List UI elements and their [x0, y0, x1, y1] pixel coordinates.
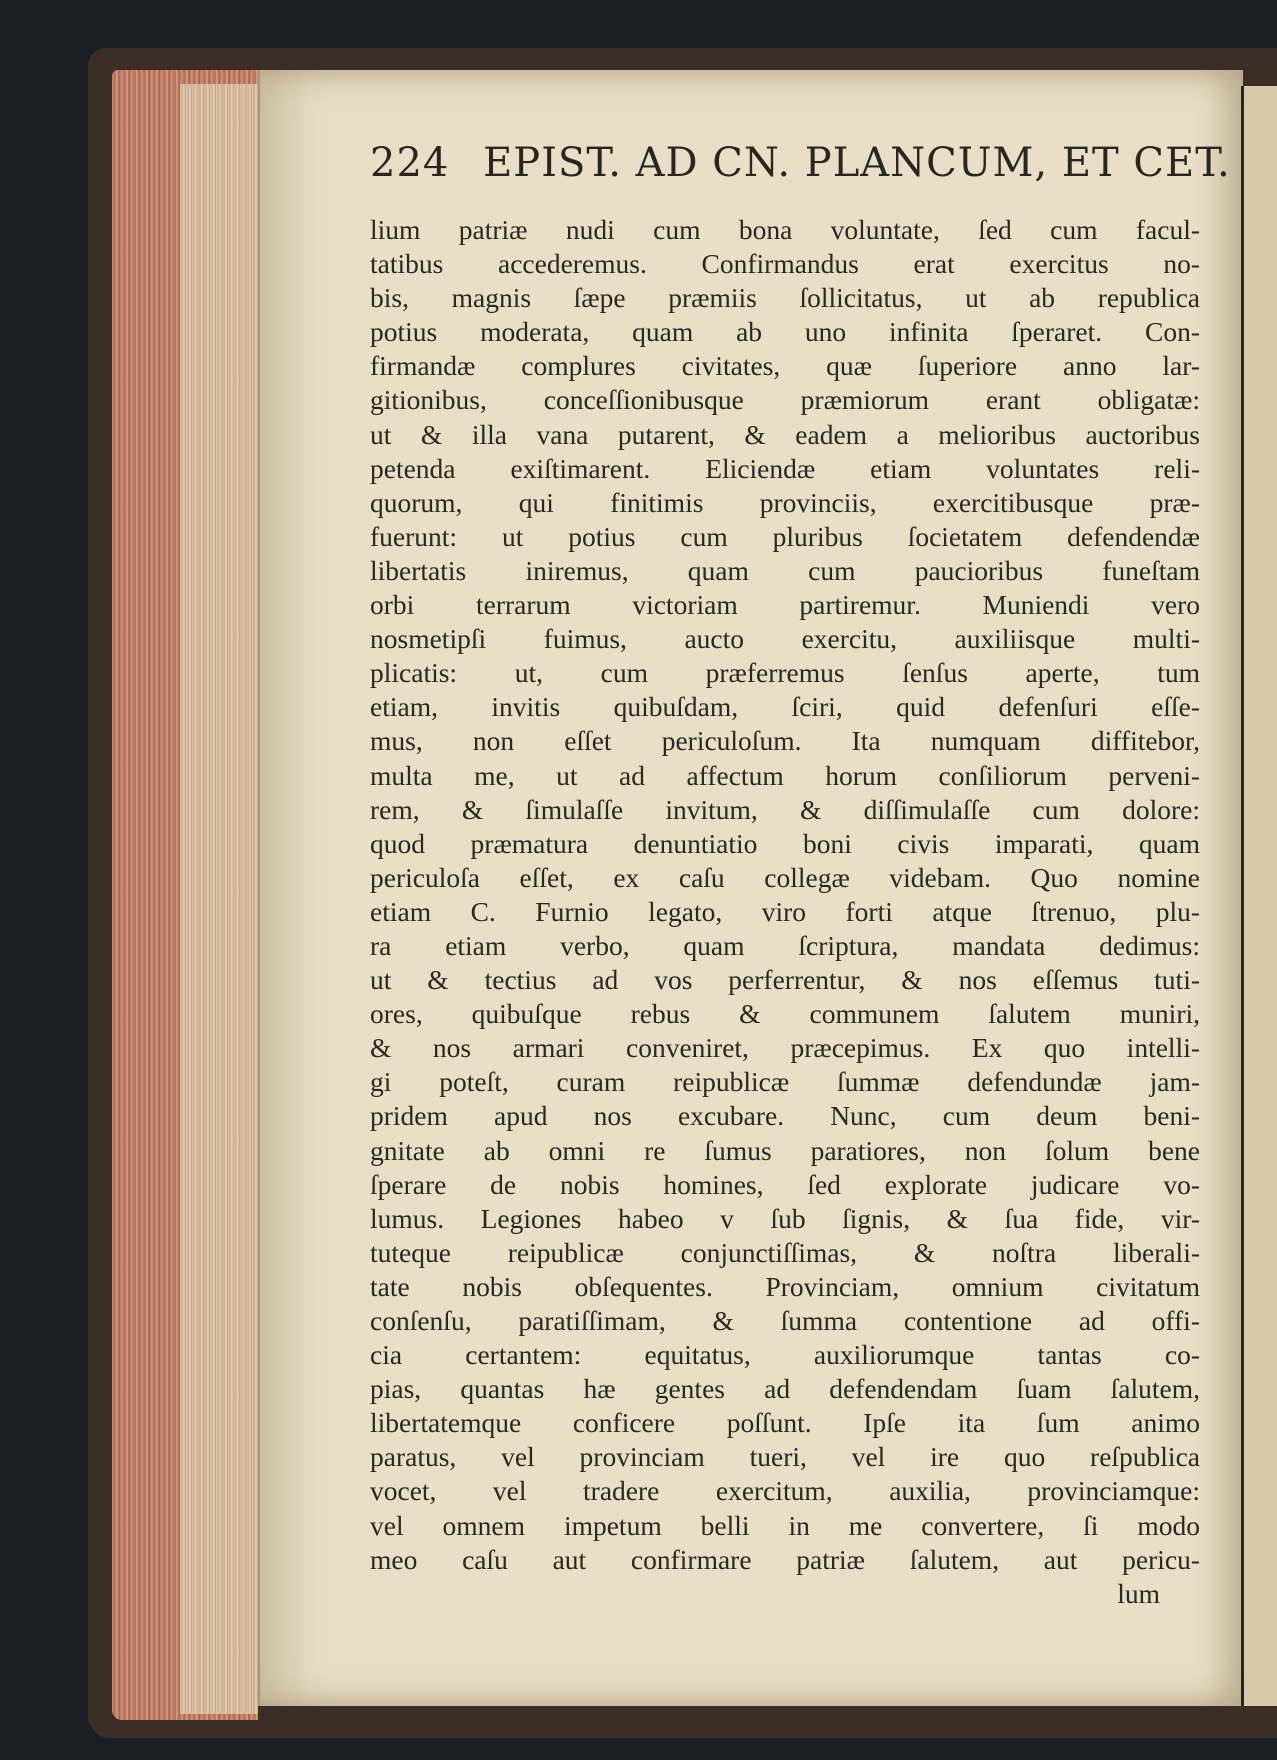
- text-line: quod præmatura denuntiatio boni civis imparati, quam: [370, 827, 1200, 859]
- text-line: petenda exiſtimarent. Eliciendæ etiam voluntates reli-: [370, 452, 1200, 484]
- text-line: paratus, vel provinciam tueri, vel ire quo reſpublica: [370, 1441, 1200, 1473]
- text-line: ut & tectius ad vos perferrentur, & nos eſſemus tuti-: [370, 964, 1200, 996]
- text-line: pridem apud nos excubare. Nunc, cum deum beni-: [370, 1100, 1200, 1132]
- text-line: conſenſu, paratiſſimam, & ſumma contentione ad offi-: [370, 1305, 1200, 1336]
- text-line: lumus. Legiones habeo v ſub ſignis, & ſua fide, vir-: [370, 1202, 1200, 1234]
- text-line: plicatis: ut, cum præferremus ſenſus aperte, tum: [370, 657, 1200, 689]
- text-line: gi poteſt, curam reipublicæ ſummæ defendundæ jam-: [370, 1066, 1200, 1098]
- running-head: [370, 140, 1231, 200]
- text-line: ores, quibuſque rebus & communem ſalutem muniri,: [370, 998, 1200, 1030]
- text-line: cia certantem: equitatus, auxiliorumque tantas co-: [370, 1339, 1200, 1371]
- text-line: quorum, qui finitimis provinciis, exercitibusque præ-: [370, 486, 1200, 518]
- text-line: ra etiam verbo, quam ſcriptura, mandata dedimus:: [370, 929, 1200, 961]
- page-body-text: [370, 213, 1200, 1611]
- text-line: vel omnem impetum belli in me convertere, ſi modo: [370, 1509, 1200, 1541]
- text-line: etiam C. Furnio legato, viro forti atque ſtrenuo, plu-: [370, 895, 1200, 927]
- text-line: ut & illa vana putarent, & eadem a melioribus auctoribus: [370, 418, 1200, 450]
- text-line: tate nobis obſequentes. Provinciam, omnium civitatum: [370, 1270, 1200, 1302]
- page-edges-inner: [180, 84, 258, 1714]
- text-line: ſperare de nobis homines, ſed explorate judicare vo-: [370, 1168, 1200, 1200]
- text-line: vocet, vel tradere exercitum, auxilia, provinciamque:: [370, 1475, 1200, 1507]
- text-line: multa me, ut ad affectum horum conſiliorum perveni-: [370, 759, 1200, 791]
- text-line: firmandæ complures civitates, quæ ſuperiore anno lar-: [370, 350, 1200, 382]
- text-line: libertatemque conficere poſſunt. Ipſe ita ſum animo: [370, 1407, 1200, 1439]
- running-head-title: EPIST. AD CN. PLANCUM, ET CET.: [483, 140, 1231, 186]
- text-line: & nos armari conveniret, præcepimus. Ex quo intelli-: [370, 1032, 1200, 1064]
- facing-page-edge: [1241, 86, 1277, 1706]
- text-line: gnitate ab omni re ſumus paratiores, non ſolum bene: [370, 1134, 1200, 1166]
- text-line: tatibus accederemus. Confirmandus erat exercitus no-: [370, 248, 1200, 280]
- text-line: gitionibus, conceſſionibusque præmiorum erant obligatæ:: [370, 384, 1200, 416]
- text-line: bis, magnis ſæpe præmiis ſollicitatus, ut ab republica: [370, 282, 1200, 314]
- text-line: nosmetipſi fuimus, aucto exercitu, auxiliisque multi-: [370, 623, 1200, 655]
- text-line: tuteque reipublicæ conjunctiſſimas, & noſtra liberali-: [370, 1236, 1200, 1268]
- text-line: rem, & ſimulaſſe invitum, & diſſimulaſſe cum dolore:: [370, 793, 1200, 825]
- text-line: libertatis iniremus, quam cum paucioribus funeſtam: [370, 554, 1200, 586]
- text-line: pias, quantas hæ gentes ad defendendam ſuam ſalutem,: [370, 1373, 1200, 1405]
- text-line: lium patriæ nudi cum bona voluntate, ſed cum facul-: [370, 214, 1200, 245]
- text-line: fuerunt: ut potius cum pluribus ſocietatem defendendæ: [370, 520, 1200, 552]
- text-line: etiam, invitis quibuſdam, ſciri, quid defenſuri eſſe-: [370, 691, 1200, 723]
- text-line: potius moderata, quam ab uno infinita ſperaret. Con-: [370, 316, 1200, 348]
- text-line: orbi terrarum victoriam partiremur. Muniendi vero: [370, 589, 1200, 621]
- text-line: meo caſu aut confirmare patriæ ſalutem, aut pericu-: [370, 1543, 1200, 1575]
- text-line: mus, non eſſet periculoſum. Ita numquam diffitebor,: [370, 725, 1200, 757]
- catchword: lum: [1117, 1577, 1160, 1609]
- page-number: 224: [370, 140, 450, 186]
- text-line: periculoſa eſſet, ex caſu collegæ videbam. Quo nomine: [370, 861, 1200, 893]
